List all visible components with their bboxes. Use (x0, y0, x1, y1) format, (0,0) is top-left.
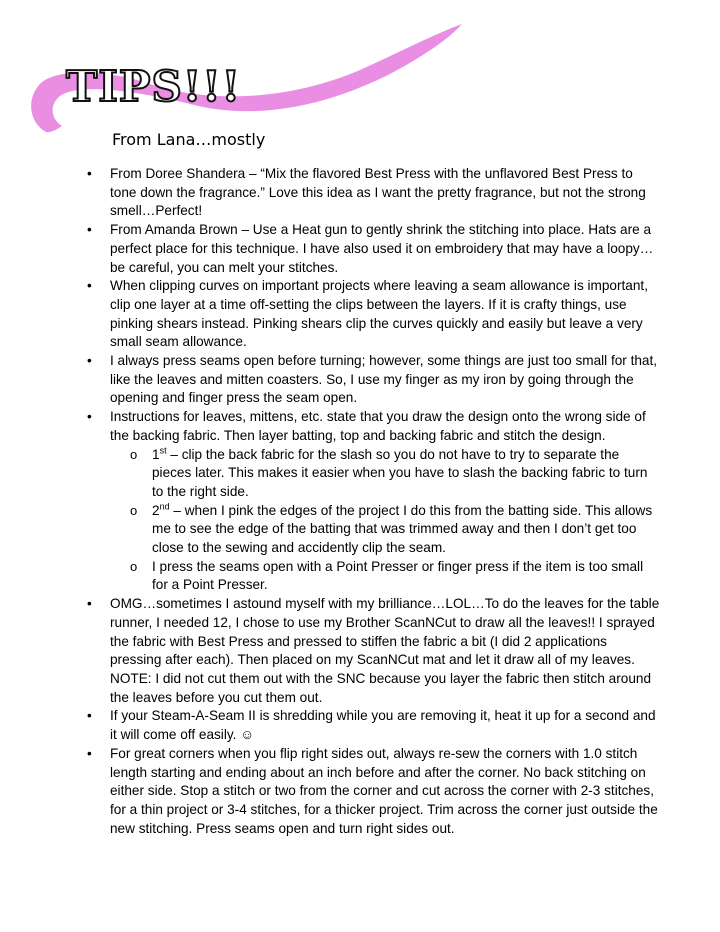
tip-text: OMG…sometimes I astound myself with my brilliance…LOL…To do the leaves for the table runner, I needed 12, I chose to use my Brother ScanNCut to draw all the leaves!! I sprayed the fabric with Best Press and pressed to stiffen the fabric a bit (I did 2 applications pressing after each). Then placed on my ScanNCut mat and let it draw all of my leaves. NOTE: I did not cut them out with the SNC because you layer the fabric then stitch around the leaves before you cut them out. (110, 596, 660, 705)
subtip-text: – when I pink the edges of the project I do this from the batting side. This allows me to see the edge of the batting that was trimmed away and then I don’t get too close to the sewing and accidently clip the seam. (152, 502, 653, 556)
subtip-item (152, 446, 660, 502)
subtip-number: 2 (152, 502, 160, 518)
tip-text: If your Steam-A-Seam II is shredding while you are removing it, heat it up for a second and it will come off easily. ☺ (110, 708, 656, 743)
subtip-number: 1 (152, 446, 160, 462)
page-subtitle: From Lana…mostly (112, 130, 266, 149)
tip-text: From Amanda Brown – Use a Heat gun to gently shrink the stitching into place. Hats are a perfect place for this technique. I have also used it on embroidery that may have a loopy…be careful, you can melt your stitches. (110, 222, 654, 275)
subtip-text: – clip the back fabric for the slash so you do not have to try to separate the pieces later. This makes it easier when you have to slash the backing fabric to turn to the right side. (152, 446, 648, 499)
tip-text: I always press seams open before turning; however, some things are just too small for that, like the leaves and mitten coasters. So, I use my finger as my iron by going through the opening and finger press the seam open. (110, 353, 658, 406)
tip-text: For great corners when you flip right sides out, always re-sew the corners with 1.0 stitch length starting and ending about an inch before and after the corner. No back stitching on either side. Stop a stitch or two from the corner and cut across the corner with 2-3 stitches, for a thin project or 3-4 stitches, for a thicker project. Trim across the corner just outside the new stitching. Press seams open and turn right sides out. (110, 745, 658, 836)
tip-item (86, 707, 660, 744)
subtip-ordinal: nd (159, 501, 170, 512)
subtip-ordinal: st (159, 445, 167, 456)
title-block (66, 62, 242, 111)
page-title: TIPS!!! (66, 62, 242, 111)
tips-list (86, 165, 660, 838)
tip-item (86, 277, 660, 352)
tip-text: Instructions for leaves, mittens, etc. state that you draw the design onto the wrong side of the backing fabric. Then layer batting, top and backing fabric and stitch the design. (110, 409, 646, 443)
subtip-text: I press the seams open with a Point Presser or finger press if the item is too small for a Point Presser. (152, 558, 644, 593)
subtip-item (152, 558, 660, 595)
tip-item (86, 221, 660, 277)
tip-text: When clipping curves on important projects where leaving a seam allowance is important, clip one layer at a time off-setting the clips between the layers. If it is crafty things, use pinking shears instead. Pinking shears clip the curves quickly and easily but leave a very small seam allowance. (110, 278, 648, 350)
tip-text: From Doree Shandera – “Mix the flavored Best Press with the unflavored Best Press to tone down the fragrance.” Love this idea as I want the pretty fragrance, but not the strong smell…Perfect! (110, 166, 646, 219)
tip-item (86, 408, 660, 595)
tip-item (86, 745, 660, 839)
subtip-item (152, 502, 660, 558)
tip-item (86, 595, 660, 707)
tips-content (86, 165, 660, 838)
subtips-list (110, 446, 660, 596)
tip-item (86, 165, 660, 221)
tip-item (86, 352, 660, 408)
